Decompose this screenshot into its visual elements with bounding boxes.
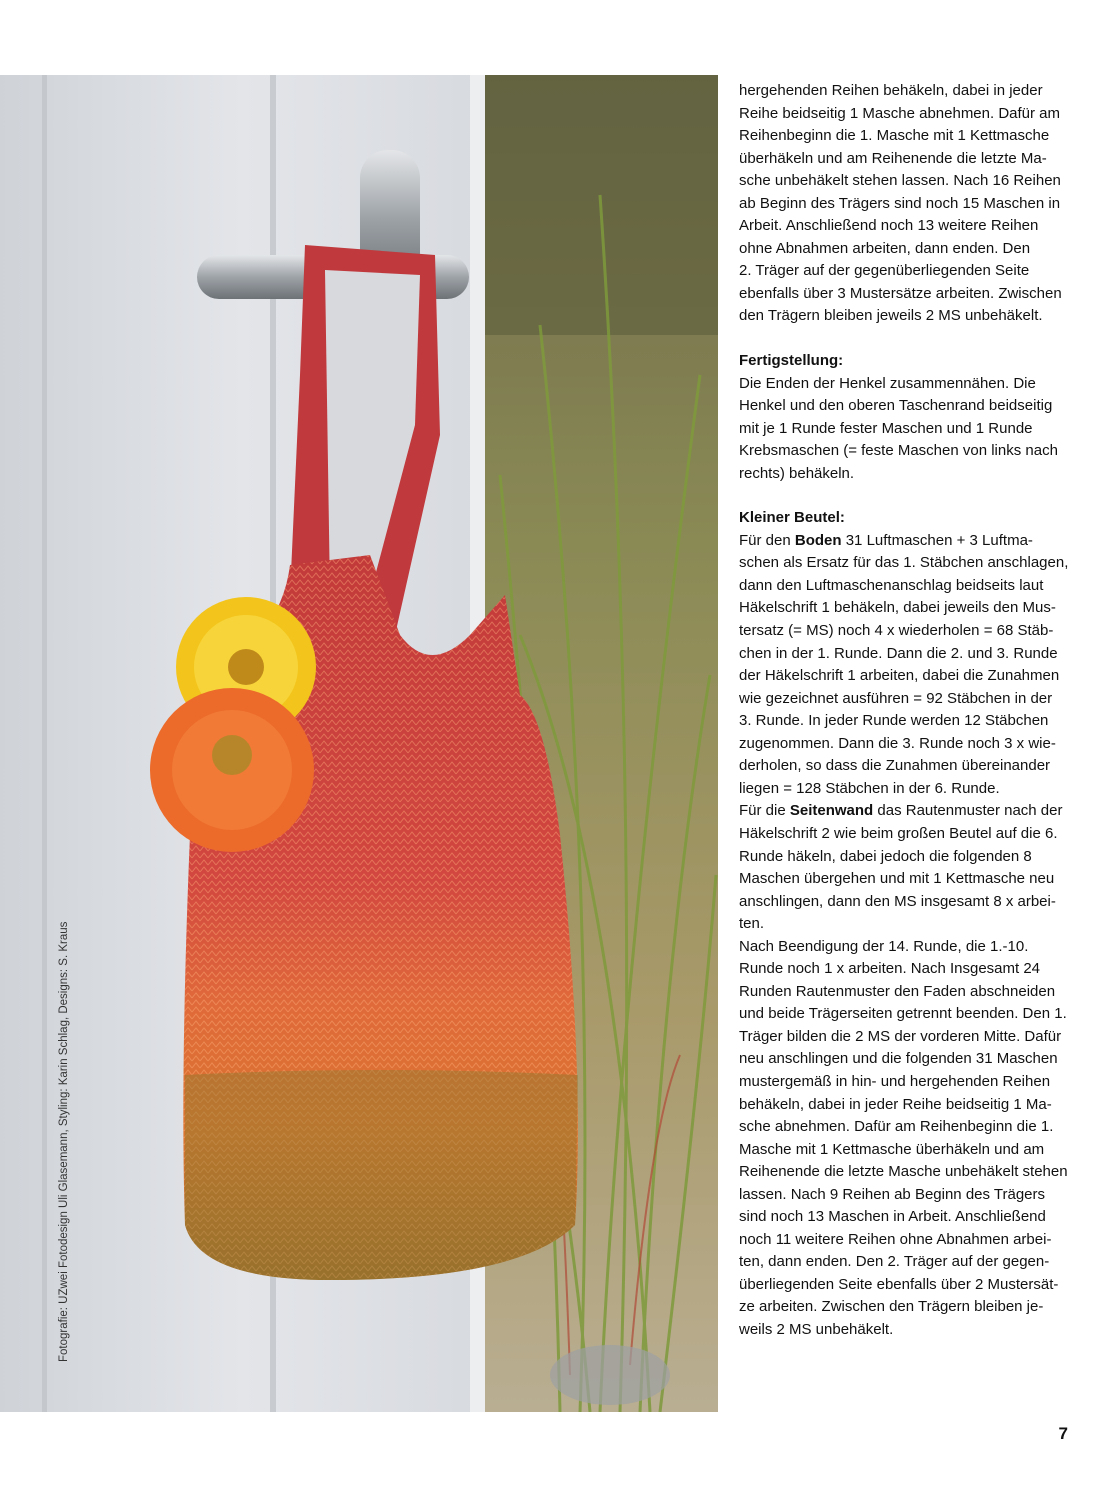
small-bag-section: Kleiner Beutel: Für den Boden 31 Luftmaschen + 3 Luftma- schen als Ersatz für das 1. Stäbchen anschlagen, dann den Luftmaschenanschlag beidseits laut Häkelschrift 1 behäkeln, dabei jeweils den Mus- tersatz (= MS) noch 4 x wiederholen = 68 Stäb- chen in der 1. Runde. Dann die 2. und 3. Runde der Häkelschrift 1 arbeiten, dabei die Zunahmen wie gezeichnet ausführen = 92 Stäbchen in der 3. Runde. In jeder Runde werden 12 Stäbchen zugenommen. Dann die 3. Runde noch 3 x wie- derholen, so dass die Zunahmen übereinander liegen = 128 Stäbchen in der 6. Runde. Für die Seitenwand das Rautenmuster nach der Häkelschrift 2 wie beim großen Beutel auf die 6. Runde häkeln, dabei jedoch die folgenden 8 Maschen übergehen und mit 1 Kettmasche neu anschlingen, dann den MS insgesamt 8 x arbei- ten. Nach Beendigung der 14. Runde, die 1.-10. Runde noch 1 x arbeiten. Nach Insgesamt 24 Runden Rautenmuster den Faden abschneiden und beide Trägerseiten getrennt beenden. Den 1. Träger bilden die 2 MS der vorderen Mitte. Dafür neu anschlingen und die folgenden 31 Maschen mustergemäß in hin- und hergehenden Reihen behäkeln, dabei in jeder Reihe beidseitig 1 Ma- sche abnehmen. Dafür am Reihenbeginn die 1. Masche mit 1 Kettmasche überhäkeln und am Reihenende die letzte Masche unbehäkelt stehen lassen. Nach 9 Reihen ab Beginn des Trägers sind noch 13 Maschen in Arbeit. Anschließend noch 11 weitere Reihen ohne Abnahmen arbei- ten, dann enden. Den 2. Träger auf der gegen- überliegenden Seite ebenfalls über 2 Mustersät- ze arbeiten. Zwischen den Trägern bleiben je- weils 2 MS unbehäkelt. [739, 509, 1069, 1338]
product-photo [0, 75, 718, 1412]
instructions-column [739, 80, 1069, 1342]
small-bag-heading: Kleiner Beutel: [739, 509, 845, 527]
finishing-heading: Fertigstellung: [739, 352, 844, 370]
paragraph-continued: hergehenden Reihen behäkeln, dabei in jeder Reihe beidseitig 1 Masche abnehmen. Dafür am Reihenbeginn die 1. Masche mit 1 Kettmasche überhäkeln und am Reihenende die letzte Ma- sche unbehäkelt stehen lassen. Nach 16 Reihen ab Beginn des Trägers sind noch 15 Maschen in Arbeit. Anschließend noch 13 weitere Reihen ohne Abnahmen arbeiten, dann enden. Den 2. Träger auf der gegenüberliegenden Seite ebenfalls über 3 Mustersätze arbeiten. Zwischen den Trägern bleiben jeweils 2 MS unbehäkelt. [739, 82, 1062, 325]
finishing-section: Fertigstellung: Die Enden der Henkel zusammennähen. Die Henkel und den oberen Taschenrand beidseitig mit je 1 Runde fester Maschen und 1 Runde Krebsmaschen (= feste Maschen von links nach rechts) behäkeln. [739, 350, 1064, 485]
page-number: 7 [1058, 1424, 1068, 1443]
crochet-bag-illustration [0, 75, 718, 1412]
photo-credit: Fotografie: UZwei Fotodesign Uli Glasemann, Styling: Karin Schlag, Designs: S. Kraus [58, 921, 70, 1362]
